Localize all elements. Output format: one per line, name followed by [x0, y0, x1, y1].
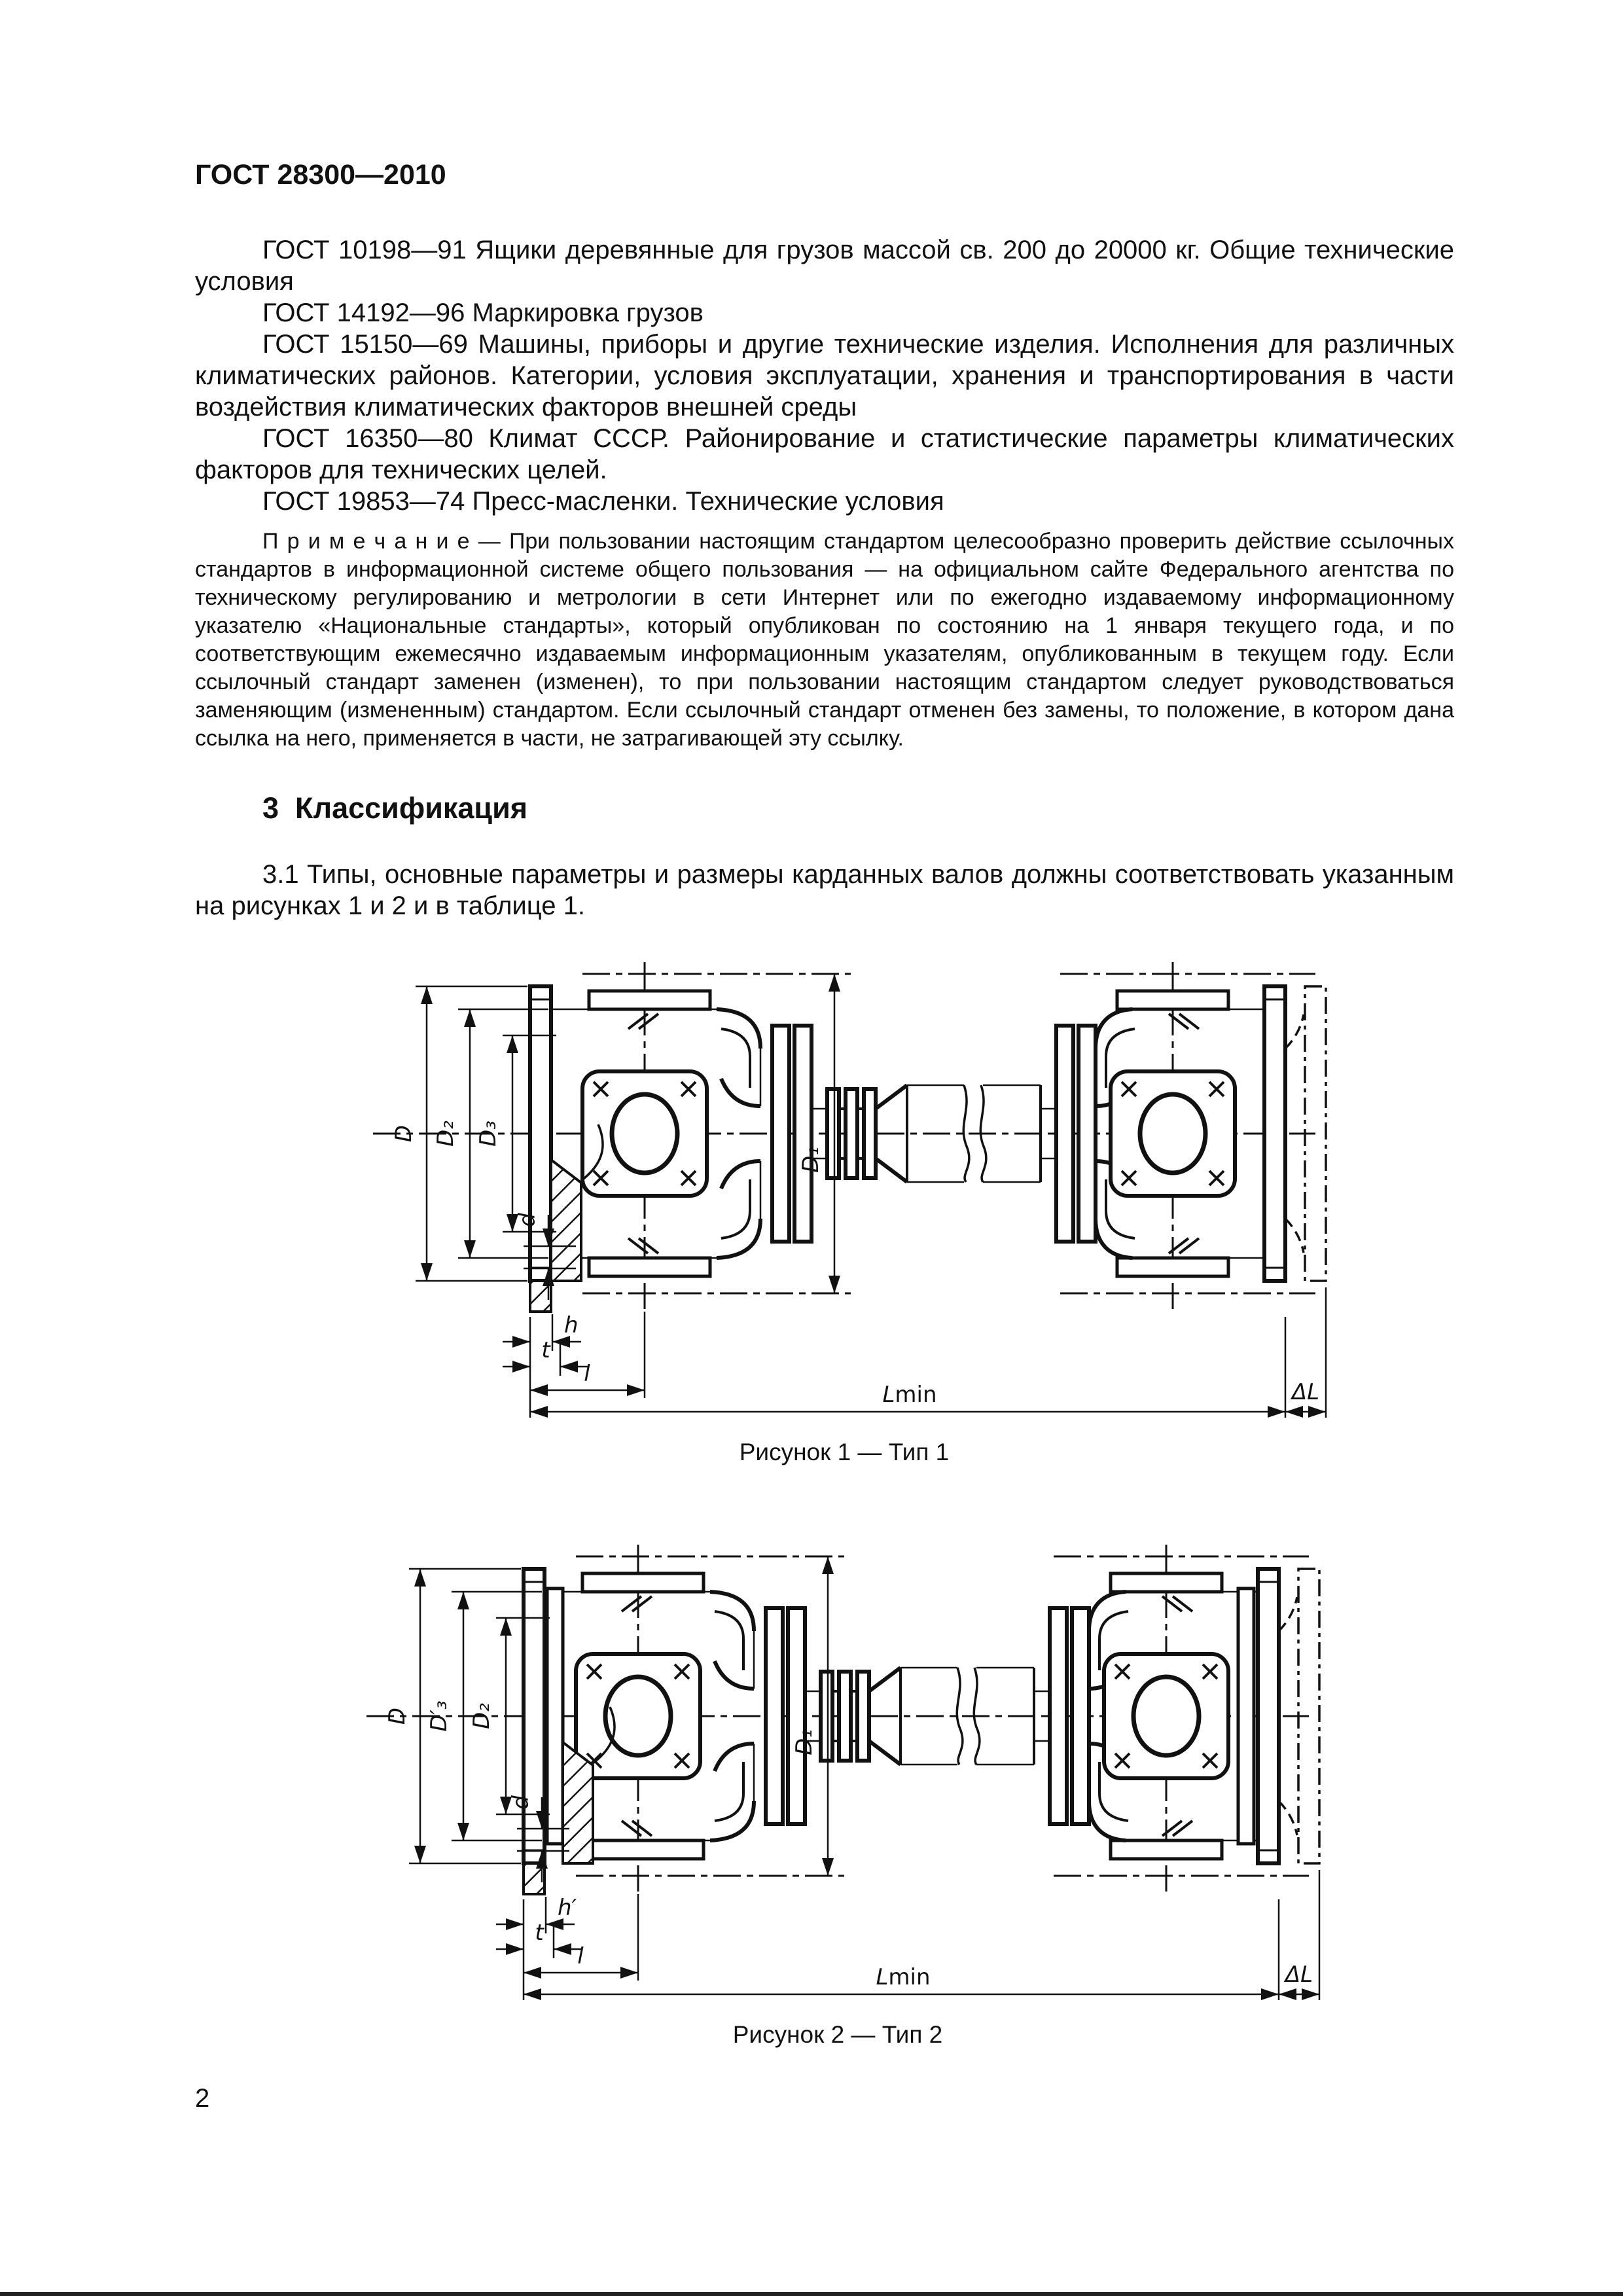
reference-item: ГОСТ 15150—69 Машины, приборы и другие технические изделия. Исполнения для различных климатических районов. Категории, условия эксплуатации, хранения и транспортирования в части воздействия климатических факторов внешней среды	[195, 330, 1454, 422]
svg-text:D₃: D₃	[475, 1121, 501, 1147]
page-number: 2	[195, 2084, 210, 2113]
reference-item: ГОСТ 10198—91 Ящики деревянные для грузов массой св. 200 до 20000 кг. Общие технические условия	[195, 236, 1454, 296]
svg-text:D₁: D₁	[798, 1147, 824, 1173]
figure-2-drawing	[347, 1533, 1329, 2004]
svg-text:D′₃: D′₃	[426, 1700, 452, 1732]
reference-item: ГОСТ 19853—74 Пресс-масленки. Технические условия	[262, 487, 944, 516]
figure-1-caption: Рисунок 1 — Тип 1	[739, 1439, 950, 1465]
svg-text:Lmin: Lmin	[882, 1382, 937, 1408]
svg-text:D₂: D₂	[433, 1121, 459, 1147]
page-header-title: ГОСТ 28300—2010	[195, 159, 446, 190]
svg-text:D₁: D₁	[791, 1729, 817, 1755]
svg-text:t: t	[541, 1337, 550, 1363]
figure-1-drawing	[353, 950, 1335, 1422]
svg-text:l: l	[577, 1943, 584, 1969]
svg-text:D: D	[384, 1707, 410, 1725]
note-text: П р и м е ч а н и е — При пользовании настоящим стандартом целесообразно проверить действие ссылочных стандартов в информационной системе общего пользования — на официальном сайте Федерального агентства по техническому регулированию и метрологии в сети Интернет или по ежегодно издаваемому информационному указателю «Национальные стандарты», который опубликован по состоянию на 1 января текущего года, и по соответствующим ежемесячно издаваемым информационным указателям, опубликованным в текущем году. Если ссылочный стандарт заменен (изменен), то при пользовании настоящим стандартом следует руководствоваться заменяющим (измененным) стандартом. Если ссылочный стандарт отменен без замены, то положение, в котором дана ссылка на него, применяется в части, не затрагивающей эту ссылку.	[195, 529, 1454, 751]
svg-text:ΔL: ΔL	[1291, 1379, 1320, 1405]
page-bottom-edge	[0, 2292, 1623, 2296]
text-column	[195, 234, 1454, 922]
svg-text:D₂: D₂	[469, 1703, 495, 1729]
svg-text:d: d	[514, 1213, 541, 1227]
svg-text:l: l	[584, 1361, 590, 1387]
figure-2-caption: Рисунок 2 — Тип 2	[732, 2021, 943, 2048]
figure-1	[353, 950, 1335, 1464]
figure-2	[347, 1533, 1329, 2047]
svg-text:Lmin: Lmin	[876, 1964, 931, 1990]
svg-text:D: D	[391, 1124, 417, 1143]
section-heading: 3 Классификация	[262, 791, 527, 825]
svg-text:h: h	[564, 1312, 579, 1338]
svg-text:ΔL: ΔL	[1285, 1962, 1313, 1988]
reference-item: ГОСТ 14192—96 Маркировка грузов	[262, 298, 704, 327]
svg-text:t: t	[535, 1920, 544, 1946]
clause-3-1: 3.1 Типы, основные параметры и размеры карданных валов должны соответствовать указанным на рисунках 1 и 2 и в таблице 1.	[195, 860, 1454, 920]
svg-text:h′: h′	[558, 1895, 577, 1921]
svg-text:d: d	[508, 1795, 534, 1810]
reference-item: ГОСТ 16350—80 Климат СССР. Районирование и статистические параметры климатических факторов для технических целей.	[195, 424, 1454, 484]
